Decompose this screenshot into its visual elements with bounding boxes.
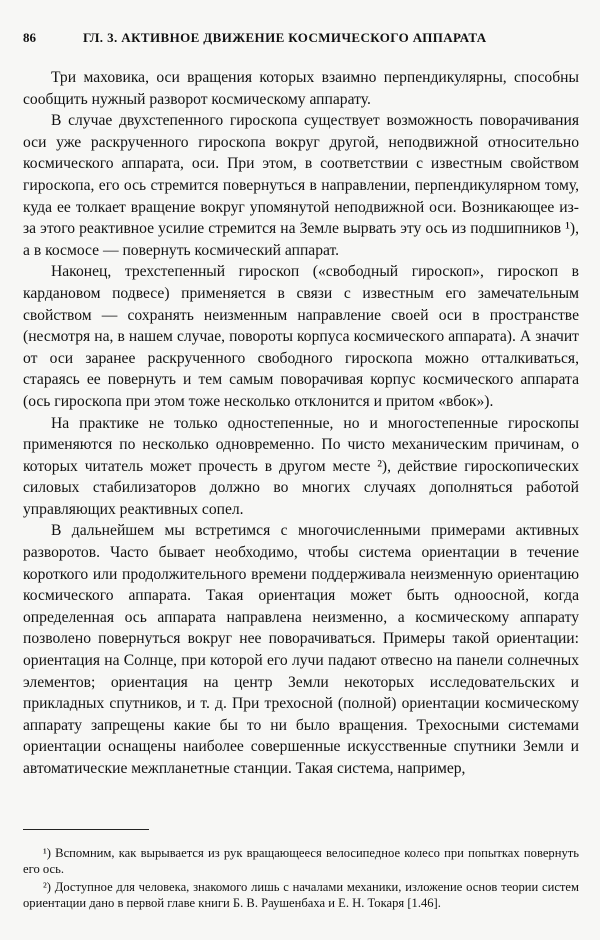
footnote-separator <box>23 829 149 830</box>
footnotes <box>23 845 579 913</box>
paragraph: Три маховика, оси вращения которых взаимно перпендикулярны, способны сообщить нужный разворот космическому аппарату. <box>23 69 579 108</box>
paragraph: Наконец, трехстепенный гироскоп («свободный гироскоп», гироскоп в кардановом подвесе) применяется в связи с известным его замечательным свойством — сохранять неизменным направление своей оси в пространстве (несмотря на, в нашем случае, повороты корпуса космического аппарата). А значит от оси заранее раскрученного свободного гироскопа можно отталкиваться, стараясь ее повернуть и тем самым поворачивая корпус космического аппарата (ось гироскопа при этом тоже несколько отклонится и притом «вбок»). <box>23 263 579 410</box>
paragraph: В дальнейшем мы встретимся с многочисленными примерами активных разворотов. Часто бывает необходимо, чтобы система ориентации в течение короткого или продолжительного времени поддерживала неизменную ориентацию космического аппарата. Такая ориентация может быть одноосной, когда определенная ось аппарата направлена неизменно, а космическому аппарату позволено повернуться вокруг нее поворачиваться. Примеры такой ориентации: ориентация на Солнце, при которой его лучи падают отвесно на панели солнечных элементов; ориентация на центр Земли некоторых исследовательских и прикладных спутников, и т. д. При трехосной (полной) ориентации космическому аппарату запрещены какие бы то ни было вращения. Трехосными системами ориентации оснащены наиболее совершенные искусственные спутники Земли и автоматические межпланетные станции. Такая система, например, <box>23 522 579 777</box>
running-title: ГЛ. 3. АКТИВНОЕ ДВИЖЕНИЕ КОСМИЧЕСКОГО АППАРАТА <box>83 30 487 45</box>
footnote: ²) Доступное для человека, знакомого лишь с началами механики, изложение основ теории систем ориентации дано в первой главе книги Б. В. Раушенбаха и Е. Н. Токаря [1.46]. <box>23 879 579 911</box>
page-number: 86 <box>23 30 36 45</box>
paragraph: На практике не только одностепенные, но и многостепенные гироскопы применяются по несколько одновременно. По чисто механическим причинам, о которых читатель может прочесть в другом месте ²), действие гироскопических силовых стабилизаторов должно во многих случаях дополняться работой управляющих реактивных сопел. <box>23 414 579 518</box>
footnote: ¹) Вспомним, как вырывается из рук вращающееся велосипедное колесо при попытках повернуть его ось. <box>23 846 579 877</box>
paragraph: В случае двухстепенного гироскопа существует возможность поворачивания оси уже раскрученного гироскопа вокруг другой, неподвижной относительно космического аппарата, оси. При этом, в соответствии с известным свойством гироскопа, его ось стремится повернуться в направлении, перпендикулярном тому, куда ее толкает вращение вокруг упомянутой неподвижной оси. Возникающее из-за этого реактивное усилие стремится на Земле вырвать эту ось из подшипников ¹), а в космосе — повернуть космический аппарат. <box>23 112 579 259</box>
body-text <box>23 67 579 780</box>
